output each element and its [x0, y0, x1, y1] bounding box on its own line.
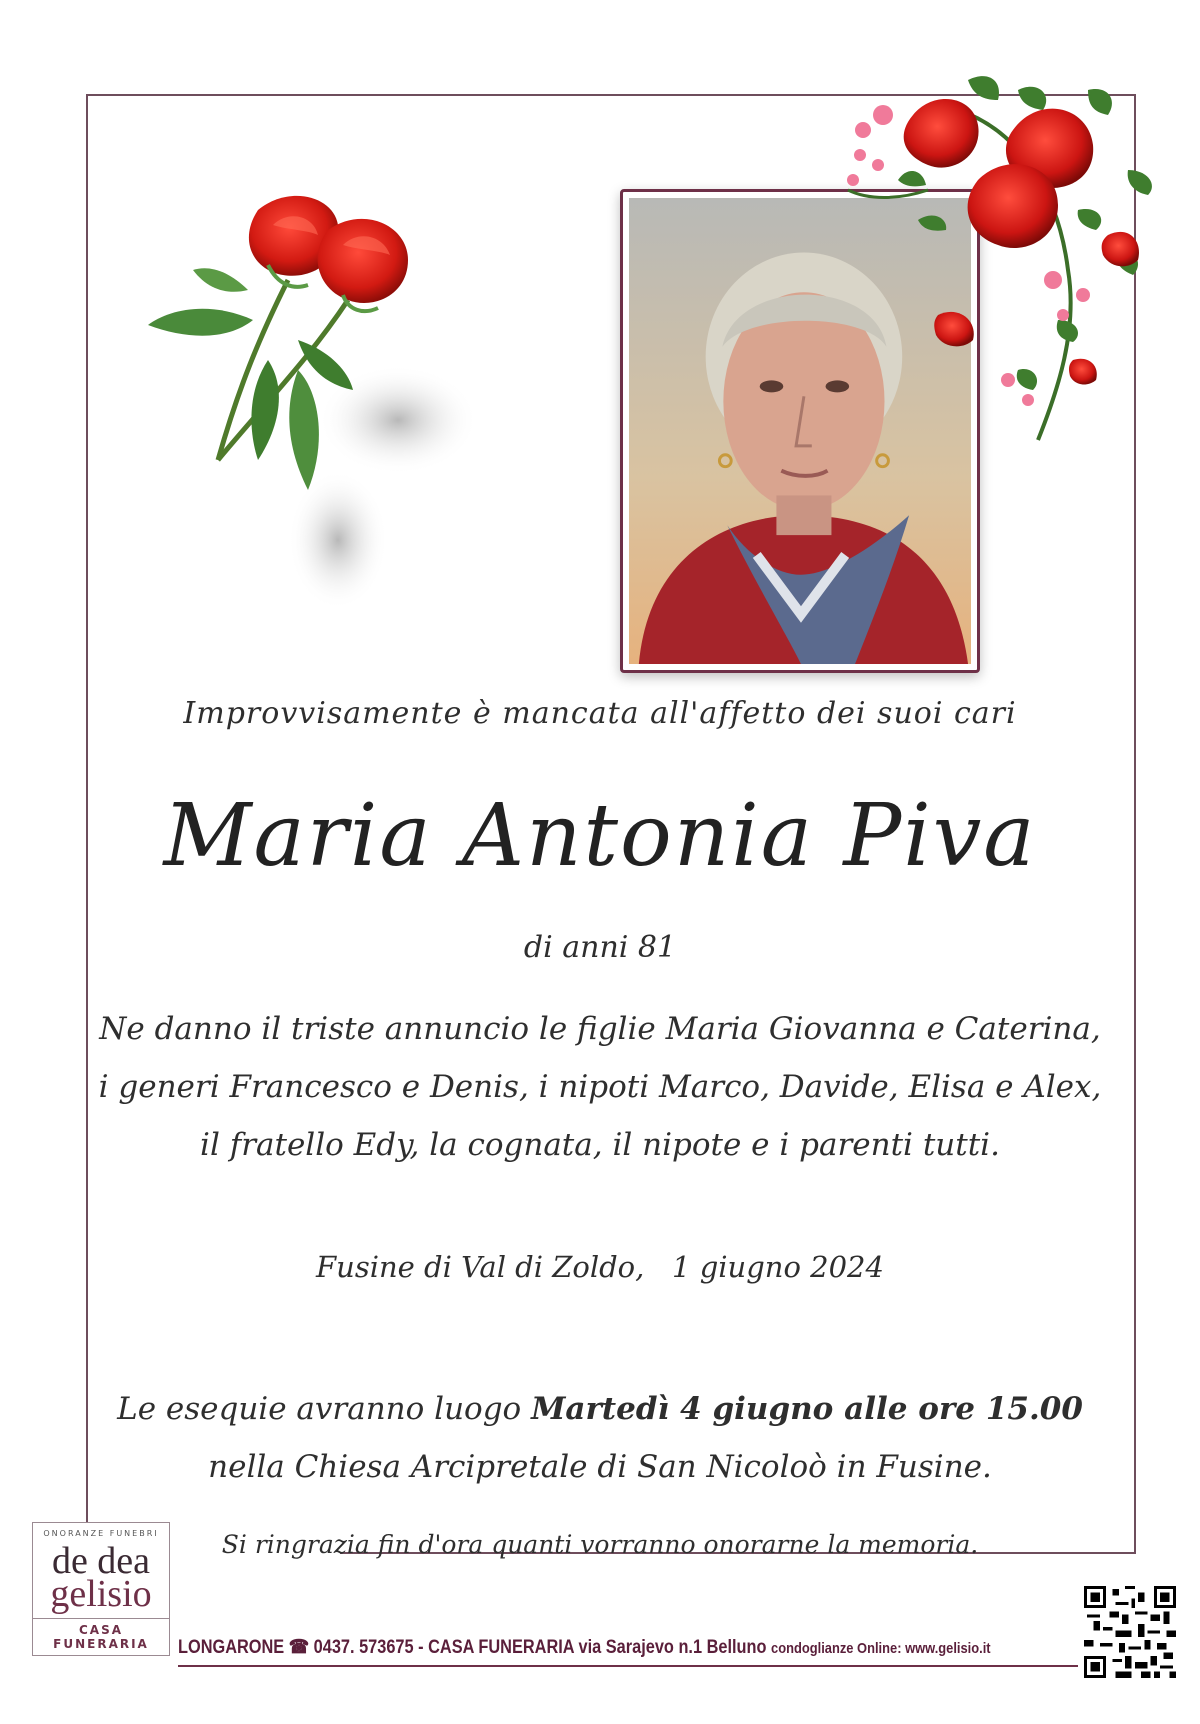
- announcement-line: i generi Francesco e Denis, i nipoti Marco, Davide, Elisa e Alex,: [98, 1069, 1102, 1105]
- logo-line2: gelisio: [50, 1573, 152, 1615]
- logo-bottom: CASA FUNERARIA: [33, 1618, 169, 1651]
- funeral-line: nella Chiesa Arcipretale di San Nicoloò in Fusine.: [208, 1449, 992, 1485]
- intro-text: Improvvisamente è mancata all'affetto dei suoi cari: [183, 696, 1017, 731]
- footer-divider: [178, 1665, 1078, 1667]
- footer-town: LONGARONE: [178, 1637, 285, 1658]
- footer-phone: 0437. 573675: [313, 1637, 414, 1658]
- footer-contact: [178, 1636, 991, 1660]
- red-roses-illustration: [148, 190, 478, 610]
- announcement-line: Ne danno il triste annuncio le figlie Maria Giovanna e Caterina,: [99, 1011, 1101, 1047]
- funeral-line: Le esequie avranno luogo Martedì 4 giugno alle ore 15.00: [117, 1391, 1083, 1427]
- funeral-info: [0, 1380, 1200, 1496]
- funeral-home-logo: [32, 1522, 170, 1656]
- telephone-icon: ☎: [288, 1637, 310, 1658]
- age-text: di anni 81: [523, 930, 677, 965]
- place-date: Fusine di Val di Zoldo, 1 giugno 2024: [316, 1250, 884, 1284]
- announcement-line: il fratello Edy, la cognata, il nipote e i parenti tutti.: [200, 1127, 1000, 1163]
- qr-code-icon[interactable]: [1084, 1586, 1176, 1678]
- footer-online[interactable]: condoglianze Online: www.gelisio.it: [771, 1640, 991, 1657]
- funeral-datetime: Martedì 4 giugno alle ore 15.00: [531, 1391, 1083, 1427]
- rose-garland-illustration: [838, 70, 1170, 460]
- logo-line1: de dea: [51, 1540, 151, 1582]
- thanks-text: Si ringrazia fin d'ora quanti vorranno onorarne la memoria.: [221, 1530, 979, 1559]
- announcement: [0, 1000, 1200, 1174]
- logo-top: ONORANZE FUNEBRI: [43, 1529, 159, 1538]
- deceased-name: Maria Antonia Piva: [163, 786, 1037, 886]
- footer-address: - CASA FUNERARIA via Sarajevo n.1 Belluno: [418, 1637, 767, 1658]
